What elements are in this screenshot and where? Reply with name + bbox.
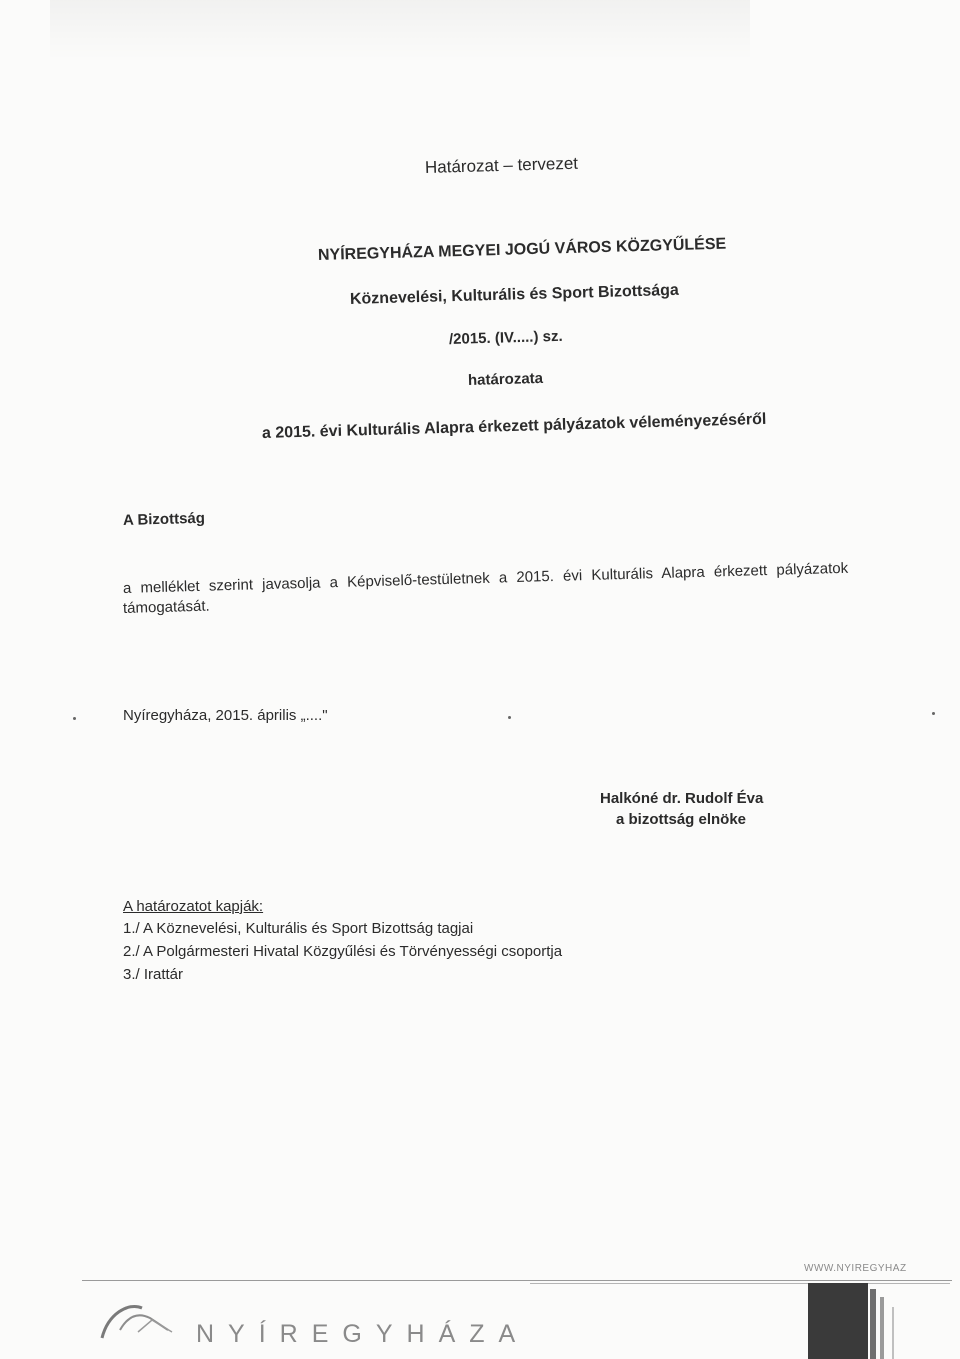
body-heading: A Bizottság — [122, 509, 206, 529]
resolution-subject: a 2015. évi Kulturális Alapra érkezett pályázatok véleményezéséről — [261, 410, 767, 442]
footer-website: WWW.NYIREGYHAZ — [804, 1263, 907, 1274]
organization-title: NYÍREGYHÁZA MEGYEI JOGÚ VÁROS KÖZGYŰLÉSE — [317, 235, 727, 264]
scan-shadow — [50, 0, 750, 60]
signer-title: a bizottság elnöke — [616, 811, 747, 828]
draft-label: Határozat – tervezet — [424, 153, 579, 177]
recipient-item: 3./ Irattár — [123, 966, 184, 983]
committee-title: Köznevelési, Kulturális és Sport Bizottsága — [349, 281, 680, 308]
body-text-line-1: a melléklet szerint javasolja a Képviselő-testületnek a 2015. évi Kulturális Alapra érkezett pályázatok — [122, 559, 849, 597]
footer-rule — [82, 1280, 952, 1281]
footer-brand-wordmark: NYÍREGYHÁZA — [196, 1320, 530, 1348]
resolution-word: határozata — [467, 369, 544, 389]
scan-speck — [932, 712, 935, 715]
recipients-heading: A határozatot kapják: — [123, 898, 264, 915]
signer-name: Halkóné dr. Rudolf Éva — [600, 790, 764, 807]
scan-speck — [508, 716, 511, 719]
place-date: Nyíregyháza, 2015. április „...." — [123, 707, 328, 724]
resolution-number: /2015. (IV.....) sz. — [448, 327, 563, 348]
city-logo-icon — [98, 1294, 178, 1344]
recipient-item: 2./ A Polgármesteri Hivatal Közgyűlési és Törvényességi csoportja — [123, 943, 563, 960]
recipient-item: 1./ A Köznevelési, Kulturális és Sport Bizottság tagjai — [123, 920, 474, 937]
body-text-line-2: támogatását. — [122, 597, 210, 617]
footer-decorative-bars — [808, 1283, 958, 1359]
scan-speck — [73, 717, 76, 720]
